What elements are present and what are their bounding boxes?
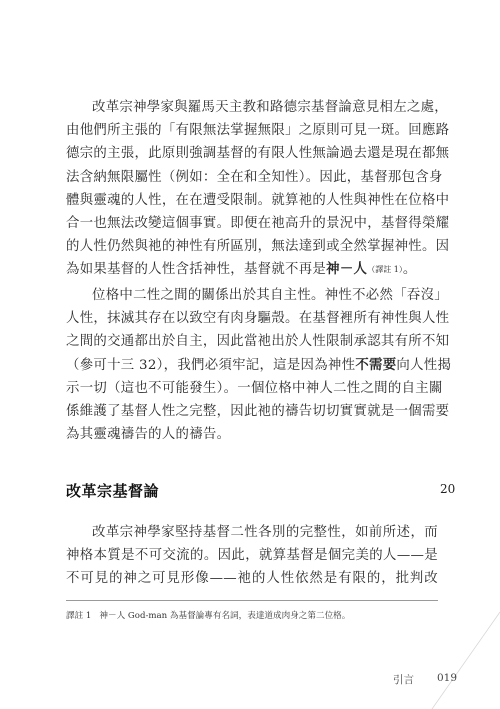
paragraph-line: 為其靈魂禱告的人的禱告。 bbox=[66, 427, 231, 443]
translator-note-marker: （譯註 1） bbox=[367, 265, 403, 275]
paragraph-line bbox=[66, 354, 452, 377]
text-run: 向人性揭 bbox=[396, 357, 452, 373]
paragraph-line: 係維護了基督人性之完整，因此祂的禱告切切實實就是一個需要 bbox=[66, 404, 450, 420]
paragraph-last-line bbox=[66, 258, 438, 281]
footnote-label: 譯註 1 bbox=[66, 611, 92, 621]
paragraph-line: 改革宗神學家堅持基督二性各別的完整性，如前所述，而 bbox=[92, 525, 438, 540]
paragraph-line: 的人性仍然與祂的神性有所區別，無法達到或全然掌握神性。因 bbox=[66, 239, 450, 255]
footnote-text: 神－人 God-man 為基督論專有名詞，表達道成肉身之第二位格。 bbox=[99, 611, 351, 621]
paragraph-line: 德宗的主張，此原則強調基督的有限人性無論過去還是現在都無 bbox=[66, 146, 450, 162]
paragraph-line: 體與靈魂的人性，在在遭受限制。就算祂的人性與神性在位格中 bbox=[66, 192, 450, 208]
footnote-divider bbox=[66, 600, 438, 601]
paragraph-line: 由他們所主張的「有限無法掌握無限」之原則可見一斑。回應路 bbox=[66, 123, 450, 139]
paragraph-line: 之間的交通都出於自主，因此當祂出於人性限制承認其有所不知 bbox=[66, 334, 450, 350]
margin-page-number: 20 bbox=[440, 482, 456, 496]
paragraph-1 bbox=[66, 96, 450, 282]
text-run: （參可十三 32），我們必須牢記，這是因為神性 bbox=[66, 357, 356, 373]
running-footer-section: 引言 bbox=[393, 674, 414, 686]
page-number: 019 bbox=[437, 672, 458, 684]
paragraph-3 bbox=[66, 521, 438, 591]
text-run: 為如果基督的人性含括神性，基督就不再是 bbox=[66, 262, 327, 278]
paragraph-2 bbox=[66, 284, 452, 446]
footnote bbox=[66, 609, 438, 621]
paragraph-line: 示一切（這也不可能發生）。一個位格中神人二性之間的自主關 bbox=[66, 380, 443, 396]
paragraph-line: 不可見的神之可見形像——祂的人性依然是有限的，批判改 bbox=[66, 571, 438, 587]
paragraph-line: 人性，抹滅其存在以致空有肉身驅殼。在基督裡所有神性與人性 bbox=[66, 311, 450, 327]
paragraph-line: 法含納無限屬性（例如：全在和全知性）。因此，基督那包含身 bbox=[66, 169, 443, 185]
corner-diagonal-line bbox=[432, 612, 500, 709]
emphasized-term: 不需要 bbox=[355, 356, 397, 373]
paragraph-line: 神格本質是不可交流的。因此，就算基督是個完美的人——是 bbox=[66, 548, 438, 564]
paragraph-line: 合一也無法改變這個事實。即便在祂高升的景況中，基督得榮耀 bbox=[66, 216, 450, 232]
paragraph-line: 改革宗神學家與羅馬天主教和路德宗基督論意見相左之處， bbox=[92, 100, 448, 115]
emphasized-term: 神－人 bbox=[326, 261, 368, 278]
text-run: 。 bbox=[402, 262, 417, 278]
paragraph-line: 位格中二性之間的關係出於其自主性。神性不必然「吞沒」 bbox=[92, 288, 448, 303]
section-heading: 改革宗基督論 bbox=[66, 482, 160, 500]
